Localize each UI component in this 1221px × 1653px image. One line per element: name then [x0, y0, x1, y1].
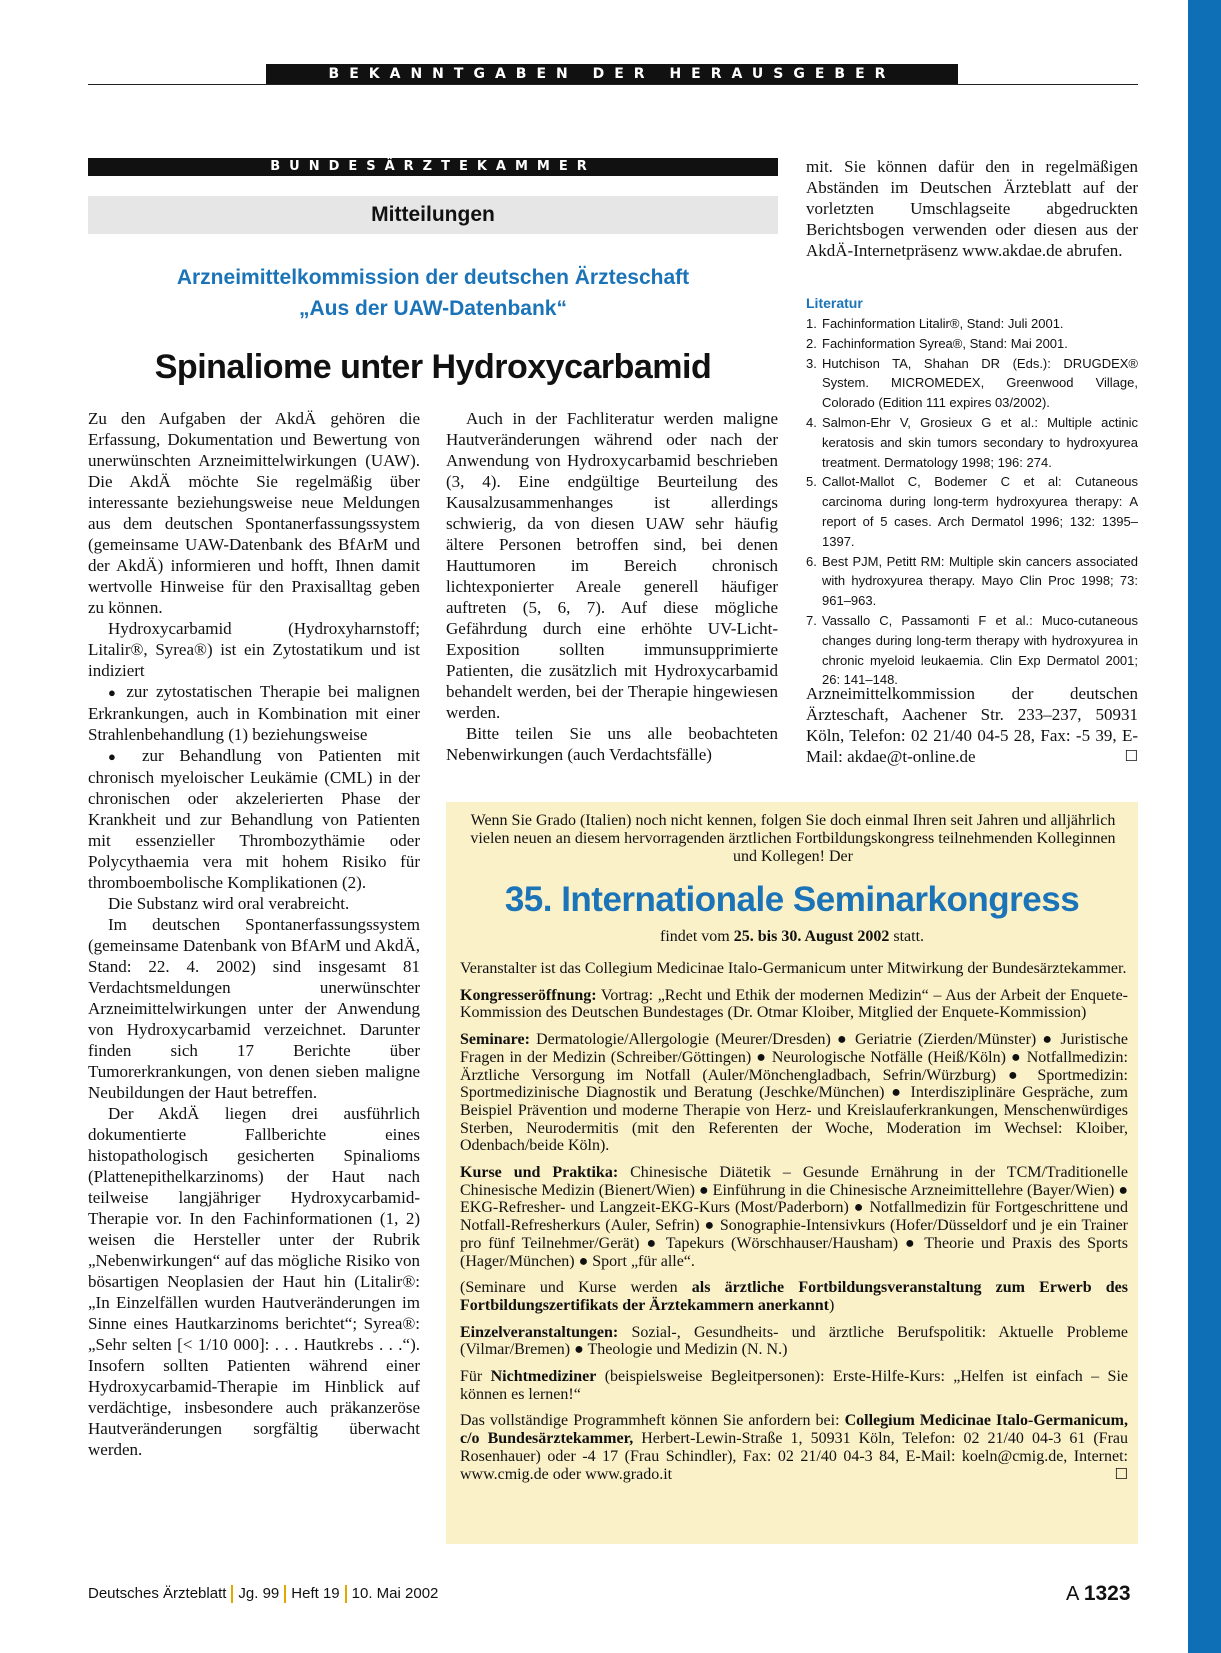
reference-item: 2. Fachinformation Syrea®, Stand: Mai 2001. — [806, 335, 1068, 351]
recognition-note: (Seminare und Kurse werden als ärztliche Fortbildungsveranstaltung zum Erwerb des Fortbildungszertifikats der Ärztekammern anerkannt) — [460, 1279, 1129, 1314]
reference-item: 7. Vassallo C, Passamonti F et al.: Muco-cutaneous changes during long-term therapy with hydroxyurea in chronic myeloid leukaemia. Clin Exp Dermatol 2001; 26: 141–148. — [806, 612, 1138, 688]
journal-name: Deutsches Ärzteblatt — [88, 1585, 227, 1602]
reference-item: 1. Fachinformation Litalir®, Stand: Juli 2001. — [806, 316, 1064, 331]
non-medics-section: Für Nichtmediziner (beispielsweise Begleitpersonen): Erste-Hilfe-Kurs: „Helfen ist einfach – Sie können es lernen!“ — [460, 1368, 1128, 1403]
contact-text: Arzneimittelkommission der deutschen Ärzteschaft, Aachener Str. 233–237, 50931 Köln, Telefon: 02 21/40 04-5 28, Fax: -5 39, E-Mail: akdae@t-online.de — [806, 684, 1138, 766]
reference-item: 3. Hutchison TA, Shahan DR (Eds.): DRUGDEX® System. MICROMEDEX, Greenwood Village, Colorado (Edition 111 expires 03/2002). — [806, 355, 1138, 411]
page-footer — [88, 1585, 438, 1603]
references-heading: Literatur — [806, 295, 863, 311]
congress-dates: findet vom 25. bis 30. August 2002 statt. — [659, 928, 925, 945]
single-events-section: Einzelveranstaltungen: Sozial-, Gesundheits- und ärztliche Berufspolitik: Aktuelle Probleme (Vilmar/Bremen) ● Theologie und Medizin (N. N.) — [460, 1323, 1128, 1359]
congress-title: 35. Internationale Seminarkongress — [504, 880, 1080, 919]
paragraph: Der AkdÄ liegen drei ausführlich dokumentierte Fallberichte eines histopathologisch gesicherten Spinalioms (Plattenepithelkarzinoms) der Haut nach teilweise langjähriger Hydroxycarbamid-Therapie vor. In den Fachinformationen (1, 2) weisen die Hersteller unter der Rubrik „Nebenwirkungen“ auf das mögliche Risiko von bösartigen Neoplasien der Haut hin (Litalir®: „In Einzelfällen wurden Hautveränderungen im Sinne eines Hautkarzinoms berichtet“; Syrea®: „Sehr selten [< 1/10 000]: . . . Hautkrebs . . .“). Insofern sollten Patienten während einer Hydroxycarbamid-Therapie im Hinblick auf verdächtige, insbesondere auch präkanzeröse Hautveränderungen sorgfältig überwacht werden. — [88, 1104, 420, 1459]
paragraph: Auch in der Fachliteratur werden maligne Hautveränderungen während oder nach der Anwendung von Hydroxycarbamid beschrieben (3, 4). Eine endgültige Beurteilung des Kausalzusammenhanges ist allerdings schwierig, da von diesen UAW sehr häufig ältere Personen betroffen sind, bei denen Hauttumoren im Bereich chronisch lichtexponierter Areale generell häufiger auftreten (5, 6, 7). Auf diese mögliche Gefährdung durch eine erhöhte UV-Licht-Exposition sollten immunsupprimierte Patienten, die zusätzlich mit Hydroxycarbamid behandelt werden, bei der Therapie hingewiesen werden. — [446, 409, 778, 722]
bullet-item: ● zur Behandlung von Patienten mit chronisch myeloischer Leukämie (CML) in der chronischen oder akzelerierten Phase der Krankheit und zur Behandlung von Patienten mit essenzieller Thrombozythämie oder Polycythaemia vera mit hohem Risiko für thromboembolische Komplikationen (2). — [88, 745, 420, 893]
end-mark-icon: ☐ — [1124, 747, 1138, 765]
paragraph: Bitte teilen Sie uns alle beobachteten Nebenwirkungen (auch Verdachtsfälle) — [446, 724, 778, 764]
reference-item: 5. Callot-Mallot C, Bodemer C et al: Cutaneous carcinoma during long-term hydroxyurea therapy: A report of 5 cases. Arch Dermatol 1996; 132: 1395–1397. — [806, 474, 1138, 549]
page-number: A 1323 — [1066, 1582, 1131, 1605]
opening-section: Kongresseröffnung: Vortrag: „Recht und Ethik der modernen Medizin“ – Aus der Arbeit der Enquete-Kommission des Deutschen Bundestages (Dr. Otmar Kloiber, Mitglied der Enquete-Kommission) — [460, 986, 1128, 1022]
end-mark-icon: ☐ — [1114, 1464, 1128, 1483]
courses-section: Kurse und Praktika: Chinesische Diätetik – Gesunde Ernährung in der TCM/Traditionelle Chinesische Medizin (Bienert/Wien) ● Einführung in die Chinesische Arzneimittellehre (Bayer/Wien) ● EKG-Refresher- und Langzeit-EKG-Kurs (Most/Paderborn) ● Notfallmedizin für Fortgeschrittene und Notfall-Refresherkurs (Auler, Sefrin) ● Sonographie-Intensivkurs (Hofer/Düsseldorf und je ein Trainer pro fünf Teilnehmer/Gerät) ● Tapekurs (Wörschhauser/Hausham) ● Theorie und Praxis des Sports (Hager/München) ● Sport „für alle“. — [460, 1164, 1128, 1270]
seminars-section: Seminare: Dermatologie/Allergologie (Meurer/Dresden) ● Geriatrie (Zierden/Münster) ● Juristische Fragen in der Medizin (Schreiber/Göttingen) ● Neurologische Notfälle (Heiß/Köln) ● Notfallmedizin: Ärztliche Versorgung im Notfall (Auler/Mönchengladbach, Sefrin/Würzburg) ● Sportmedizin: Sportmedizinische Diagnostik und Beratung (Jeschke/München) ● Interdisziplinäre Gespräche, zum Beispiel Prävention und moderne Therapie von Herz- und Kreislauferkrankungen, Menschenwürdiges Sterben, Neurodermitis (mit den Referenten der Woche, Moderation im Wechsel: Kloiber, Odenbach/beide Köln). — [460, 1031, 1128, 1155]
issue: Heft 19 — [291, 1585, 340, 1602]
references-list — [806, 314, 1138, 690]
reference-item: 4. Salmon-Ehr V, Grosieux G et al.: Multiple actinic keratosis and skin tumors secondary to hydroxyurea treatment. Dermatology 1998; 196: 274. — [806, 414, 1138, 470]
section-banner: BUNDESÄRZTEKAMMER — [88, 158, 778, 176]
paragraph: Hydroxycarbamid (Hydroxyharnstoff; Litalir®, Syrea®) ist ein Zytostatikum und ist indiziert — [88, 619, 420, 680]
mitteilungen-heading: Mitteilungen — [88, 196, 778, 234]
reference-item: 6. Best PJM, Petitt RM: Multiple skin cancers associated with hydroxyurea therapy. Mayo Clin Proc 1998; 73: 961–963. — [806, 553, 1138, 609]
article-column-1 — [88, 408, 420, 1460]
bullet-item: ● zur zytostatischen Therapie bei malignen Erkrankungen, auch in Kombination mit einer Strahlenbehandlung (1) beziehungsweise — [88, 681, 420, 745]
article-title: Spinaliome unter Hydroxycarbamid — [154, 348, 712, 386]
contact-block — [806, 683, 1138, 767]
article-column-2 — [446, 408, 778, 765]
paragraph: Im deutschen Spontanerfassungssystem (gemeinsame Datenbank von BfArM und AkdÄ, Stand: 22. 4. 2002) sind insgesamt 81 Verdachtsmeldungen unerwünschter Arzneimittelwirkungen unter der Anwendung von Hydroxycarbamid verzeichnet. Darunter finden sich 17 Berichte über Tumorerkrankungen, von denen sieben maligne Neubildungen der Haut betreffen. — [88, 915, 420, 1102]
volume: Jg. 99 — [238, 1585, 280, 1602]
congress-details — [460, 960, 1128, 1492]
paragraph: mit. Sie können dafür den in regelmäßigen Abständen im Deutschen Ärzteblatt auf der vorletzten Umschlagseite abgedruckten Berichtsbogen verwenden oder diesen aus der AkdÄ-Internetpräsenz www.akdae.de abrufen. — [806, 157, 1138, 260]
organizer-text: Veranstalter ist das Collegium Medicinae Italo-Germanicum unter Mitwirkung der Bundesärztekammer. — [460, 960, 1127, 977]
article-column-3 — [806, 156, 1138, 261]
program-order-section: Das vollständige Programmheft können Sie anfordern bei: Collegium Medicinae Italo-Germanicum, c/o Bundesärztekammer, Herbert-Lewin-Straße 1, 50931 Köln, Telefon: 02 21/40 04-3 61 (Frau Rosenhauer) oder -4 17 (Frau Schindler), Fax: 02 21/40 04-3 84, E-Mail: koeln@cmig.de, Internet: www.cmig.de oder www.grado.it ☐ — [460, 1412, 1128, 1483]
article-subtitle-line2: „Aus der UAW-Datenbank“ — [299, 297, 567, 320]
header-rule — [88, 84, 1138, 85]
side-color-stripe — [1188, 0, 1221, 1653]
paragraph: Die Substanz wird oral verabreicht. — [108, 894, 350, 913]
header-banner: BEKANNTGABEN DER HERAUSGEBER — [266, 64, 958, 84]
paragraph: Zu den Aufgaben der AkdÄ gehören die Erfassung, Dokumentation und Bewertung von unerwünschten Arzneimittelwirkungen (UAW). Die AkdÄ möchte Sie regelmäßig über interessante beziehungsweise neue Meldungen aus dem deutschen Spontanerfassungssystem (gemeinsame UAW-Datenbank des BfArM und der AkdÄ) informieren und hofft, Ihnen damit wertvolle Hinweise für den Praxisalltag geben zu können. — [88, 409, 420, 617]
congress-intro: Wenn Sie Grado (Italien) noch nicht kennen, folgen Sie doch einmal Ihren seit Jahren und alljährlich vielen neuen an diesem hervorragenden ärztlichen Fortbildungskongress teilnehmenden Kolleginnen und Kollegen! Der — [470, 812, 1116, 865]
article-subtitle-line1: Arzneimittelkommission der deutschen Ärzteschaft — [176, 266, 690, 289]
issue-date: 10. Mai 2002 — [351, 1585, 439, 1602]
